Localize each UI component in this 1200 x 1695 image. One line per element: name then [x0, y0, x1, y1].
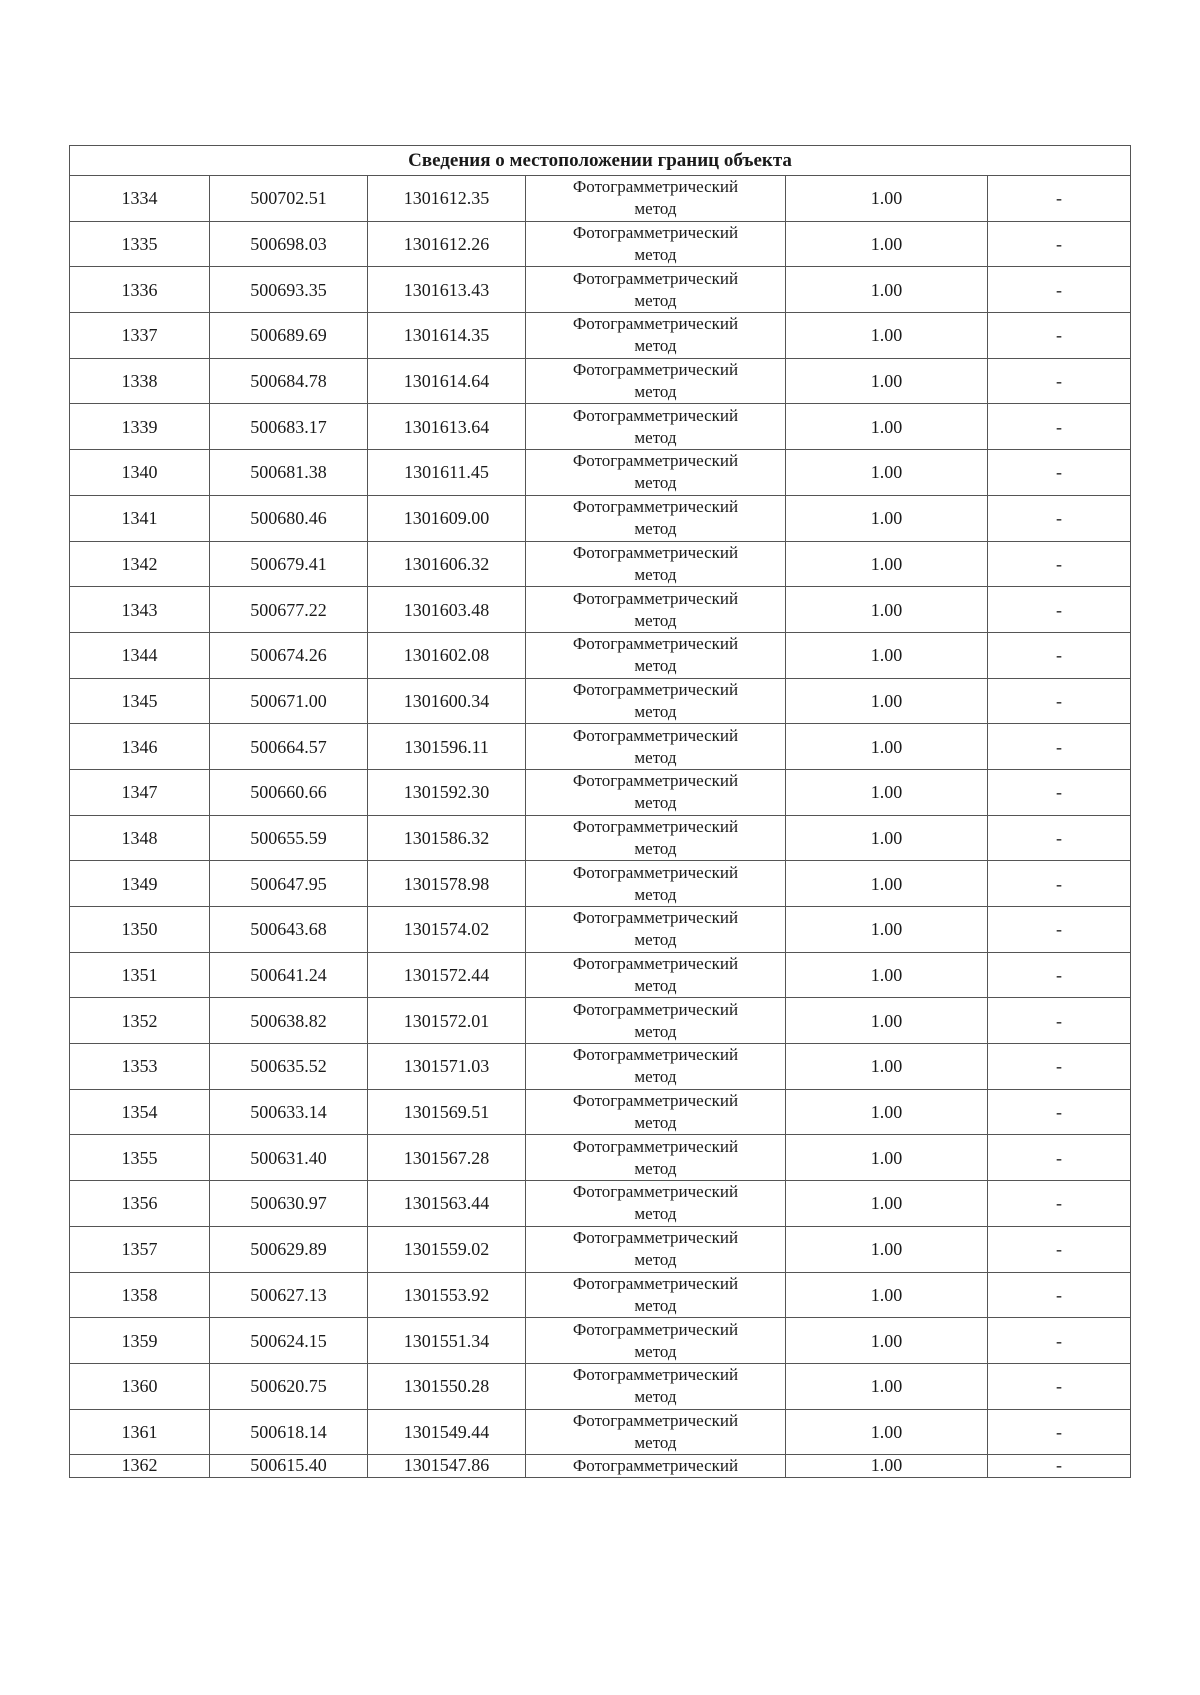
point-number-cell: 1359 [70, 1318, 210, 1364]
point-number-cell: 1348 [70, 815, 210, 861]
method-cell [526, 815, 786, 861]
x-coordinate-cell: 500631.40 [210, 1135, 368, 1181]
x-coordinate-cell: 500660.66 [210, 769, 368, 815]
y-coordinate-cell: 1301613.64 [368, 404, 526, 450]
table-row [70, 495, 1131, 541]
point-number-cell: 1337 [70, 313, 210, 359]
x-coordinate-cell: 500677.22 [210, 587, 368, 633]
method-cell [526, 998, 786, 1044]
x-coordinate-cell: 500698.03 [210, 221, 368, 267]
method-text-line1: Фотограмметрический [572, 451, 739, 471]
x-coordinate-cell: 500681.38 [210, 450, 368, 496]
method-text-line2: метод [634, 930, 677, 950]
method-text-line2: метод [634, 747, 677, 767]
method-text-line2: метод [634, 1113, 677, 1133]
accuracy-cell: 1.00 [786, 267, 988, 313]
method-text-line2: метод [634, 1067, 677, 1087]
method-text-line2: метод [634, 1295, 677, 1315]
method-text-line1: Фотограмметрический [572, 405, 739, 425]
x-coordinate-cell: 500655.59 [210, 815, 368, 861]
accuracy-cell: 1.00 [786, 1226, 988, 1272]
method-text-line1: Фотограмметрический [572, 999, 739, 1019]
note-cell: - [988, 724, 1131, 770]
method-text-line2: метод [634, 564, 677, 584]
x-coordinate-cell: 500635.52 [210, 1044, 368, 1090]
accuracy-cell: 1.00 [786, 815, 988, 861]
method-text-line1: Фотограмметрический [572, 1319, 739, 1339]
table-row [70, 724, 1131, 770]
method-cell [526, 724, 786, 770]
method-text-line2: метод [634, 1387, 677, 1407]
table-row [70, 1044, 1131, 1090]
y-coordinate-cell: 1301563.44 [368, 1181, 526, 1227]
table-row [70, 450, 1131, 496]
method-text-line2: метод [634, 1021, 677, 1041]
note-cell: - [988, 1226, 1131, 1272]
method-text-line2: метод [634, 656, 677, 676]
x-coordinate-cell: 500679.41 [210, 541, 368, 587]
table-title-row [70, 146, 1131, 176]
y-coordinate-cell: 1301572.44 [368, 952, 526, 998]
method-text-line1: Фотограмметрический [572, 1365, 739, 1385]
accuracy-cell: 1.00 [786, 404, 988, 450]
method-text-line2: метод [634, 1432, 677, 1452]
method-cell [526, 1135, 786, 1181]
x-coordinate-cell: 500674.26 [210, 632, 368, 678]
y-coordinate-cell: 1301614.35 [368, 313, 526, 359]
accuracy-cell: 1.00 [786, 861, 988, 907]
table-row [70, 1409, 1131, 1455]
method-text-line1: Фотограмметрический [572, 1410, 739, 1430]
note-cell: - [988, 1409, 1131, 1455]
method-text-line2: метод [634, 793, 677, 813]
table-row [70, 769, 1131, 815]
accuracy-cell: 1.00 [786, 1044, 988, 1090]
accuracy-cell: 1.00 [786, 1363, 988, 1409]
x-coordinate-cell: 500629.89 [210, 1226, 368, 1272]
method-text-line2: метод [634, 1250, 677, 1270]
accuracy-cell: 1.00 [786, 176, 988, 222]
point-number-cell: 1358 [70, 1272, 210, 1318]
point-number-cell: 1340 [70, 450, 210, 496]
table-row [70, 632, 1131, 678]
note-cell: - [988, 907, 1131, 953]
table-row [70, 1181, 1131, 1227]
table-row [70, 952, 1131, 998]
y-coordinate-cell: 1301571.03 [368, 1044, 526, 1090]
method-cell [526, 267, 786, 313]
note-cell: - [988, 404, 1131, 450]
accuracy-cell: 1.00 [786, 1318, 988, 1364]
table-row [70, 815, 1131, 861]
point-number-cell: 1360 [70, 1363, 210, 1409]
y-coordinate-cell: 1301609.00 [368, 495, 526, 541]
method-cell [526, 495, 786, 541]
table-row [70, 1272, 1131, 1318]
point-number-cell: 1344 [70, 632, 210, 678]
point-number-cell: 1346 [70, 724, 210, 770]
y-coordinate-cell: 1301596.11 [368, 724, 526, 770]
method-cell [526, 358, 786, 404]
x-coordinate-cell: 500641.24 [210, 952, 368, 998]
method-cell [526, 176, 786, 222]
method-text-line1: Фотограмметрический [572, 725, 739, 745]
method-text-line2: метод [634, 427, 677, 447]
method-text-line1: Фотограмметрический [572, 816, 739, 836]
y-coordinate-cell: 1301603.48 [368, 587, 526, 633]
note-cell: - [988, 450, 1131, 496]
method-text-line1: Фотограмметрический [572, 588, 739, 608]
method-cell [526, 1363, 786, 1409]
table-row [70, 1089, 1131, 1135]
point-number-cell: 1350 [70, 907, 210, 953]
accuracy-cell: 1.00 [786, 1272, 988, 1318]
y-coordinate-cell: 1301612.35 [368, 176, 526, 222]
point-number-cell: 1347 [70, 769, 210, 815]
note-cell: - [988, 1318, 1131, 1364]
method-text-line1: Фотограмметрический [572, 1228, 739, 1248]
method-cell [526, 1318, 786, 1364]
method-text-line2: метод [634, 336, 677, 356]
y-coordinate-cell: 1301550.28 [368, 1363, 526, 1409]
note-cell: - [988, 1089, 1131, 1135]
x-coordinate-cell: 500643.68 [210, 907, 368, 953]
x-coordinate-cell: 500633.14 [210, 1089, 368, 1135]
method-cell [526, 769, 786, 815]
method-text-line2: метод [634, 610, 677, 630]
point-number-cell: 1357 [70, 1226, 210, 1272]
point-number-cell: 1361 [70, 1409, 210, 1455]
note-cell: - [988, 1181, 1131, 1227]
boundary-coordinates-table [69, 145, 1131, 1478]
accuracy-cell: 1.00 [786, 1409, 988, 1455]
point-number-cell: 1342 [70, 541, 210, 587]
note-cell: - [988, 1135, 1131, 1181]
y-coordinate-cell: 1301569.51 [368, 1089, 526, 1135]
x-coordinate-cell: 500683.17 [210, 404, 368, 450]
y-coordinate-cell: 1301559.02 [368, 1226, 526, 1272]
method-text-line2: метод [634, 473, 677, 493]
y-coordinate-cell: 1301567.28 [368, 1135, 526, 1181]
method-cell [526, 1455, 786, 1478]
table-row [70, 1318, 1131, 1364]
method-cell [526, 587, 786, 633]
point-number-cell: 1345 [70, 678, 210, 724]
method-cell [526, 1409, 786, 1455]
method-cell [526, 1089, 786, 1135]
point-number-cell: 1339 [70, 404, 210, 450]
method-text-line1: Фотограмметрический [572, 1182, 739, 1202]
accuracy-cell: 1.00 [786, 724, 988, 770]
accuracy-cell: 1.00 [786, 313, 988, 359]
method-text-line1: Фотограмметрический [572, 360, 739, 380]
table-row [70, 221, 1131, 267]
table-row [70, 998, 1131, 1044]
accuracy-cell: 1.00 [786, 1089, 988, 1135]
table-row [70, 861, 1131, 907]
x-coordinate-cell: 500620.75 [210, 1363, 368, 1409]
accuracy-cell: 1.00 [786, 678, 988, 724]
method-text-line1: Фотограмметрический [572, 497, 739, 517]
method-text-line1: Фотограмметрический [572, 1091, 739, 1111]
note-cell: - [988, 541, 1131, 587]
x-coordinate-cell: 500671.00 [210, 678, 368, 724]
y-coordinate-cell: 1301611.45 [368, 450, 526, 496]
method-cell [526, 952, 786, 998]
x-coordinate-cell: 500618.14 [210, 1409, 368, 1455]
note-cell: - [988, 495, 1131, 541]
table-row [70, 313, 1131, 359]
table-row [70, 358, 1131, 404]
method-cell [526, 450, 786, 496]
point-number-cell: 1352 [70, 998, 210, 1044]
method-text-line2: метод [634, 245, 677, 265]
accuracy-cell: 1.00 [786, 1135, 988, 1181]
method-text-line2: метод [634, 199, 677, 219]
y-coordinate-cell: 1301592.30 [368, 769, 526, 815]
x-coordinate-cell: 500627.13 [210, 1272, 368, 1318]
accuracy-cell: 1.00 [786, 587, 988, 633]
note-cell: - [988, 587, 1131, 633]
note-cell: - [988, 1455, 1131, 1478]
method-text-line2: метод [634, 1158, 677, 1178]
x-coordinate-cell: 500702.51 [210, 176, 368, 222]
method-text-line1: Фотограмметрический [572, 954, 739, 974]
method-cell [526, 678, 786, 724]
note-cell: - [988, 267, 1131, 313]
table-row [70, 404, 1131, 450]
method-cell [526, 313, 786, 359]
y-coordinate-cell: 1301574.02 [368, 907, 526, 953]
method-text-line1: Фотограмметрический [572, 771, 739, 791]
method-text-line1: Фотограмметрический [572, 862, 739, 882]
y-coordinate-cell: 1301613.43 [368, 267, 526, 313]
x-coordinate-cell: 500664.57 [210, 724, 368, 770]
table-row [70, 678, 1131, 724]
method-text-line2: метод [634, 838, 677, 858]
point-number-cell: 1355 [70, 1135, 210, 1181]
note-cell: - [988, 313, 1131, 359]
note-cell: - [988, 1272, 1131, 1318]
y-coordinate-cell: 1301606.32 [368, 541, 526, 587]
y-coordinate-cell: 1301602.08 [368, 632, 526, 678]
point-number-cell: 1336 [70, 267, 210, 313]
method-text-line2: метод [634, 884, 677, 904]
accuracy-cell: 1.00 [786, 541, 988, 587]
method-text-line1: Фотограмметрический [572, 177, 739, 197]
method-text-line1: Фотограмметрический [572, 1273, 739, 1293]
accuracy-cell: 1.00 [786, 998, 988, 1044]
note-cell: - [988, 678, 1131, 724]
method-cell [526, 861, 786, 907]
method-text-line2: метод [634, 290, 677, 310]
note-cell: - [988, 632, 1131, 678]
method-text-line2: метод [634, 519, 677, 539]
note-cell: - [988, 861, 1131, 907]
table-row [70, 176, 1131, 222]
method-cell [526, 1272, 786, 1318]
method-text-line1: Фотограмметрический [572, 223, 739, 243]
table-row [70, 1135, 1131, 1181]
method-text-line1: Фотограмметрический [572, 679, 739, 699]
accuracy-cell: 1.00 [786, 952, 988, 998]
method-text-line2: метод [634, 1204, 677, 1224]
note-cell: - [988, 998, 1131, 1044]
table-row [70, 587, 1131, 633]
x-coordinate-cell: 500647.95 [210, 861, 368, 907]
table-title: Сведения о местоположении границ объекта [70, 146, 1131, 176]
accuracy-cell: 1.00 [786, 1455, 988, 1478]
note-cell: - [988, 769, 1131, 815]
y-coordinate-cell: 1301551.34 [368, 1318, 526, 1364]
method-cell [526, 1226, 786, 1272]
method-cell [526, 404, 786, 450]
accuracy-cell: 1.00 [786, 495, 988, 541]
method-text-line2: метод [634, 701, 677, 721]
method-cell [526, 1044, 786, 1090]
x-coordinate-cell: 500630.97 [210, 1181, 368, 1227]
accuracy-cell: 1.00 [786, 907, 988, 953]
accuracy-cell: 1.00 [786, 632, 988, 678]
table-row [70, 1226, 1131, 1272]
note-cell: - [988, 952, 1131, 998]
accuracy-cell: 1.00 [786, 221, 988, 267]
y-coordinate-cell: 1301549.44 [368, 1409, 526, 1455]
x-coordinate-cell: 500693.35 [210, 267, 368, 313]
y-coordinate-cell: 1301612.26 [368, 221, 526, 267]
accuracy-cell: 1.00 [786, 450, 988, 496]
y-coordinate-cell: 1301614.64 [368, 358, 526, 404]
point-number-cell: 1341 [70, 495, 210, 541]
point-number-cell: 1362 [70, 1455, 210, 1478]
accuracy-cell: 1.00 [786, 769, 988, 815]
note-cell: - [988, 176, 1131, 222]
method-text-line1: Фотограмметрический [572, 1456, 739, 1476]
table-row-partial [70, 1455, 1131, 1478]
method-text-line1: Фотограмметрический [572, 1136, 739, 1156]
point-number-cell: 1354 [70, 1089, 210, 1135]
method-cell [526, 907, 786, 953]
x-coordinate-cell: 500615.40 [210, 1455, 368, 1478]
point-number-cell: 1353 [70, 1044, 210, 1090]
y-coordinate-cell: 1301600.34 [368, 678, 526, 724]
point-number-cell: 1334 [70, 176, 210, 222]
method-text-line1: Фотограмметрический [572, 634, 739, 654]
point-number-cell: 1338 [70, 358, 210, 404]
point-number-cell: 1351 [70, 952, 210, 998]
point-number-cell: 1349 [70, 861, 210, 907]
method-cell [526, 221, 786, 267]
method-cell [526, 632, 786, 678]
method-text-line1: Фотограмметрический [572, 268, 739, 288]
method-text-line1: Фотограмметрический [572, 542, 739, 562]
note-cell: - [988, 815, 1131, 861]
point-number-cell: 1335 [70, 221, 210, 267]
accuracy-cell: 1.00 [786, 1181, 988, 1227]
x-coordinate-cell: 500680.46 [210, 495, 368, 541]
y-coordinate-cell: 1301572.01 [368, 998, 526, 1044]
method-text-line2: метод [634, 976, 677, 996]
table-row [70, 267, 1131, 313]
table-row [70, 907, 1131, 953]
table-row [70, 1363, 1131, 1409]
accuracy-cell: 1.00 [786, 358, 988, 404]
x-coordinate-cell: 500638.82 [210, 998, 368, 1044]
point-number-cell: 1356 [70, 1181, 210, 1227]
x-coordinate-cell: 500684.78 [210, 358, 368, 404]
y-coordinate-cell: 1301547.86 [368, 1455, 526, 1478]
y-coordinate-cell: 1301553.92 [368, 1272, 526, 1318]
x-coordinate-cell: 500624.15 [210, 1318, 368, 1364]
note-cell: - [988, 358, 1131, 404]
note-cell: - [988, 1044, 1131, 1090]
table-row [70, 541, 1131, 587]
x-coordinate-cell: 500689.69 [210, 313, 368, 359]
y-coordinate-cell: 1301578.98 [368, 861, 526, 907]
note-cell: - [988, 1363, 1131, 1409]
point-number-cell: 1343 [70, 587, 210, 633]
method-text-line1: Фотограмметрический [572, 1045, 739, 1065]
method-cell [526, 541, 786, 587]
method-text-line1: Фотограмметрический [572, 314, 739, 334]
method-text-line2: метод [634, 382, 677, 402]
method-text-line1: Фотограмметрический [572, 908, 739, 928]
y-coordinate-cell: 1301586.32 [368, 815, 526, 861]
method-cell [526, 1181, 786, 1227]
note-cell: - [988, 221, 1131, 267]
method-text-line2: метод [634, 1341, 677, 1361]
